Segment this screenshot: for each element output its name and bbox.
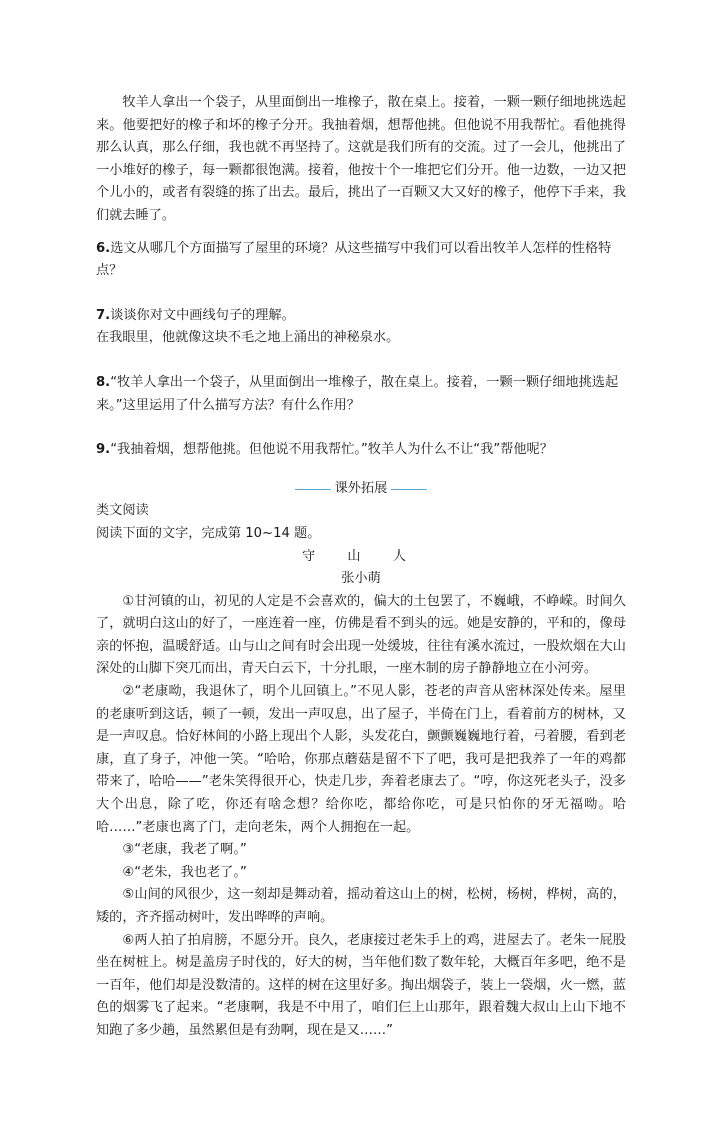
article-paragraph-5: ⑤山间的风很少，这一刻却是舞动着，摇动着这山上的树，松树，杨树，桦树，高的，矮的，齐齐摇动树叶，发出哗哗的声响。 [96,887,626,925]
question-6: 6.选文从哪几个方面描写了屋里的环境？从这些描写中我们可以看出牧羊人怎样的性格特点？ [96,240,612,279]
title-rule-left [295,489,331,490]
article-paragraph-3: ③“老康，我老了啊。” [122,842,247,858]
intro-paragraph: 牧羊人拿出一个袋子，从里面倒出一堆橡子，散在桌上。接着，一颗一颗仔细地挑选起来。他要把好的橡子和坏的橡子分开。我抽着烟，想帮他挑。但他说不用我帮忙。看他挑得那么认真，那么仔细，我也就不再坚持了。这就是我们所有的交流。过了一会儿，他挑出了一小堆好的橡子，每一颗都很饱满。接着，他按十个一堆把它们分开。他一边数，一边又把个儿小的，或者有裂缝的拣了出去。最后，挑出了一百颗又大又好的橡子，他停下手来，我们就去睡了。 [96,95,626,223]
article-title: 守 山 人 [302,548,420,564]
question-7: 7.谈谈你对文中画线句子的理解。 [96,307,295,323]
article-paragraph-2: ②“老康呦，我退休了，明个儿回镇上。”不见人影，苍老的声音从密林深处传来。屋里的老康听到这话，顿了一顿，发出一声叹息，出了屋子，半倚在门上，看着前方的树林，又是一声叹息。恰好林间的小路上现出个人影，头发花白，颤颤巍巍地行着，弓着腰，看到老康，直了身子，冲他一笑。“哈哈，你那点蘑菇是留不下了吧，我可是把我养了一年的鸡都带来了，哈哈——”老朱笑得很开心，快走几步，奔着老康去了。“哼，你这死老头子，没多大个出息，除了吃，你还有啥念想？给你吃，都给你吃，可是只怕你的牙无福呦。哈哈……”老康也离了门，走向老朱，两个人拥抱在一起。 [96,684,626,835]
reading-instruction: 阅读下面的文字，完成第 10~14 题。 [96,525,321,541]
question-8: 8.“牧羊人拿出一个袋子，从里面倒出一堆橡子，散在桌上。接着，一颗一颗仔细地挑选起来。”这里运用了什么描写方法？有什么作用？ [96,374,619,413]
section-title: 课外拓展 [96,478,626,501]
question-9: 9.“我抽着烟，想帮他挑。但他说不用我帮忙。”牧羊人为什么不让“我”帮他呢？ [96,442,553,458]
article-author: 张小萌 [341,571,381,587]
title-rule-right [391,489,427,490]
document-page [96,92,626,1043]
article-paragraph-6: ⑥两人拍了拍肩膀，不愿分开。良久，老康接过老朱手上的鸡，进屋去了。老朱一屁股坐在树桩上。树是盖房子时伐的，好大的树，当年他们数了数年轮，大概百年多吧，绝不是一百年，他们却是没数清的。这样的树在这里好多。掏出烟袋子，装上一袋烟，火一燃，蓝色的烟雾飞了起来。“老康啊，我是不中用了，咱们仨上山那年，跟着魏大叔山上山下地不知跑了多少趟，虽然累但是有劲啊，现在是又……” [96,932,626,1038]
article-paragraph-1: ①甘河镇的山，初见的人定是不会喜欢的，偏大的土包罢了，不巍峨，不峥嵘。时间久了，就明白这山的好了，一座连着一座，仿佛是看不到头的远。她是安静的，平和的，像母亲的怀抱，温暖舒适。山与山之间有时会出现一处缓坡，往往有溪水流过，一股炊烟在大山深处的山脚下突兀而出，青天白云下，十分扎眼，一座木制的房子静静地立在小河旁。 [96,593,626,677]
question-7-quote: 在我眼里，他就像这块不毛之地上涌出的神秘泉水。 [96,330,400,346]
reading-type: 类文阅读 [96,503,149,519]
article-paragraph-4: ④“老朱，我也老了。” [122,864,247,880]
